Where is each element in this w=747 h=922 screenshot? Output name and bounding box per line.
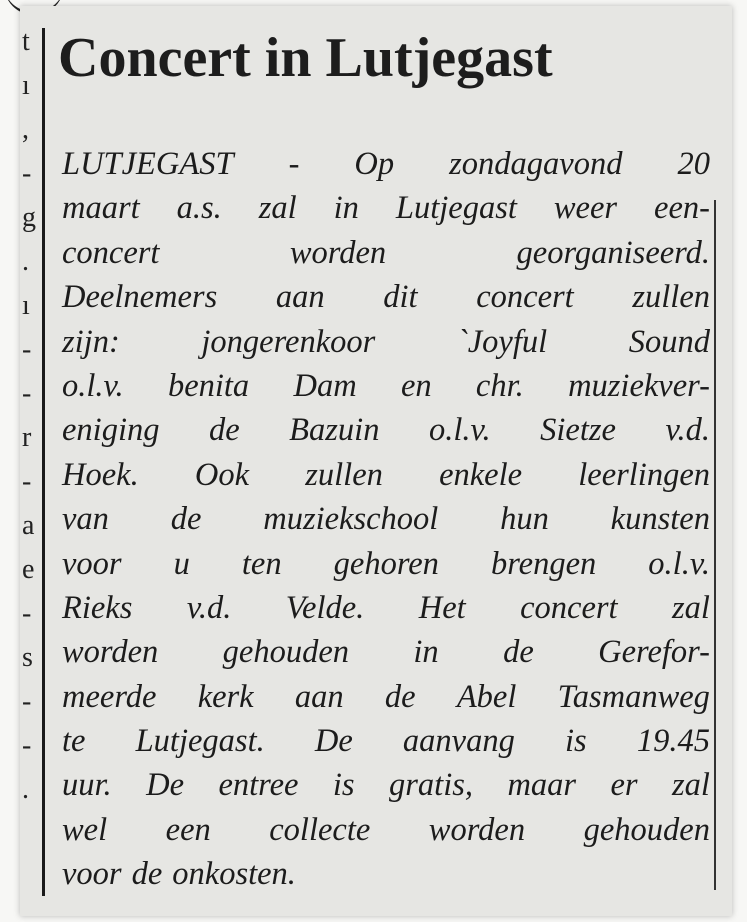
fragment-char: a bbox=[22, 510, 35, 541]
article-line: maart a.s. zal in Lutjegast weer een- bbox=[62, 190, 710, 227]
fragment-char: - bbox=[22, 598, 32, 629]
fragment-char: , bbox=[22, 114, 29, 145]
fragment-char: - bbox=[22, 158, 32, 189]
fragment-char: - bbox=[22, 334, 32, 365]
fragment-char: - bbox=[22, 686, 32, 717]
fragment-char: r bbox=[22, 422, 32, 453]
article-line: LUTJEGAST - Op zondagavond 20 bbox=[62, 146, 710, 182]
fragment-char: e bbox=[22, 554, 35, 585]
article-line: Deelnemers aan dit concert zullen bbox=[62, 279, 710, 316]
article-body bbox=[62, 142, 710, 897]
article-line: van de muziekschool hun kunsten bbox=[62, 501, 710, 538]
article-line: uur. De entree is gratis, maar er zal bbox=[62, 767, 710, 804]
article-line: voor u ten gehoren brengen o.l.v. bbox=[62, 545, 710, 582]
fragment-char: t bbox=[22, 26, 30, 57]
right-edge-rule bbox=[714, 200, 716, 890]
article-line: worden gehouden in de Gerefor- bbox=[62, 634, 710, 671]
fragment-char: - bbox=[22, 378, 32, 409]
fragment-char: - bbox=[22, 466, 32, 497]
article-line: eniging de Bazuin o.l.v. Sietze v.d. bbox=[62, 412, 710, 449]
fragment-char: . bbox=[22, 246, 29, 277]
article-line: o.l.v. benita Dam en chr. muziekver- bbox=[62, 367, 710, 404]
fragment-char: - bbox=[22, 730, 32, 761]
fragment-char: ı bbox=[22, 70, 30, 101]
fragment-char: ı bbox=[22, 290, 30, 321]
article-line: zijn: jongerenkoor `Joyful Sound bbox=[62, 323, 710, 360]
article-line: concert worden georganiseerd. bbox=[62, 234, 710, 271]
fragment-char: . bbox=[22, 774, 29, 805]
article-headline: Concert in Lutjegast bbox=[58, 27, 553, 89]
adjacent-column-fragment bbox=[22, 20, 40, 812]
article-line: Hoek. Ook zullen enkele leerlingen bbox=[62, 456, 710, 493]
article-line: meerde kerk aan de Abel Tasmanweg bbox=[62, 678, 710, 715]
fragment-char: s bbox=[22, 642, 33, 673]
article-line: wel een collecte worden gehouden bbox=[62, 811, 710, 848]
column-rule bbox=[42, 28, 45, 896]
fragment-char: g bbox=[22, 202, 36, 233]
article-line: te Lutjegast. De aanvang is 19.45 bbox=[62, 723, 710, 760]
article-line: Rieks v.d. Velde. Het concert zal bbox=[62, 589, 710, 626]
article-line: voor de onkosten. bbox=[62, 856, 296, 893]
